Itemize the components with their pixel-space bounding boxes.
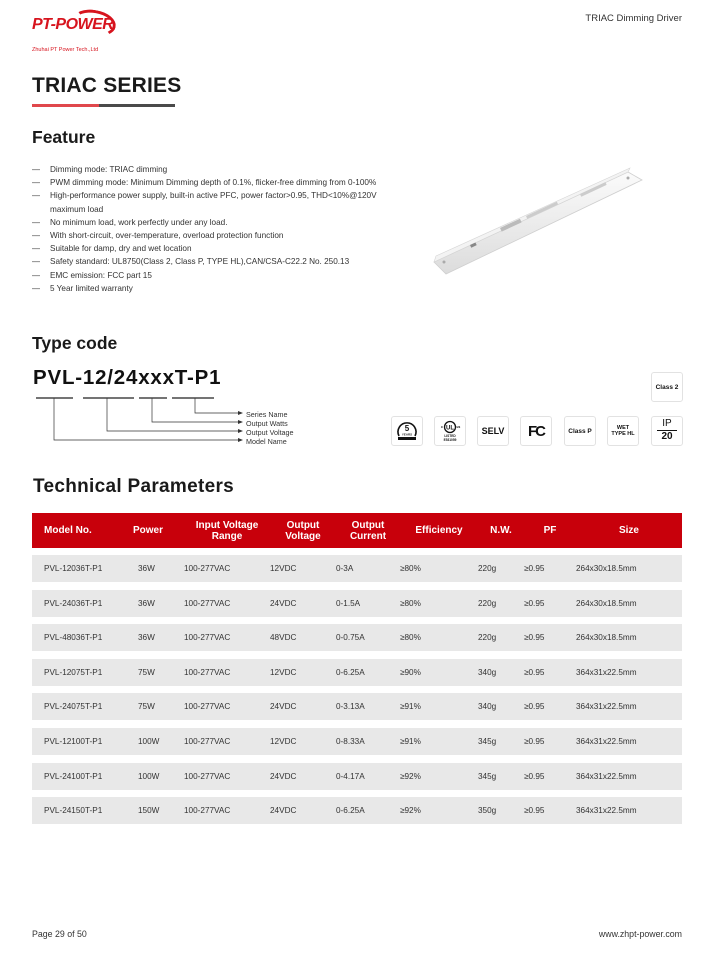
cell-model: PVL-24150T-P1 bbox=[44, 806, 103, 816]
cell-pf: ≥0.95 bbox=[524, 806, 545, 816]
cell-pf: ≥0.95 bbox=[524, 598, 545, 608]
cell-output-voltage: 24VDC bbox=[270, 702, 297, 712]
type-code-label-voltage: Output Voltage bbox=[246, 428, 294, 437]
svg-text:us: us bbox=[456, 425, 461, 429]
technical-parameters-table bbox=[32, 513, 682, 824]
column-header: Efficiency bbox=[415, 525, 463, 536]
cell-input-voltage: 100-277VAC bbox=[184, 667, 231, 677]
cell-power: 36W bbox=[138, 564, 155, 573]
feature-heading: Feature bbox=[32, 127, 96, 147]
cell-efficiency: ≥91% bbox=[400, 702, 421, 712]
column-header: Power bbox=[132, 525, 163, 536]
cell-output-current: 0-3.13A bbox=[336, 702, 365, 712]
cell-efficiency: ≥80% bbox=[400, 633, 421, 643]
cell-model: PVL-12036T-P1 bbox=[44, 564, 103, 573]
svg-text:E531059: E531059 bbox=[443, 438, 457, 442]
table-row bbox=[32, 659, 682, 686]
cell-input-voltage: 100-277VAC bbox=[184, 598, 231, 608]
feature-item: — Safety standard: UL8750(Class 2, Class P, TYPE HL),CAN/CSA-C22.2 No. 250.13 bbox=[32, 255, 392, 268]
cell-model: PVL-24075T-P1 bbox=[44, 702, 103, 712]
cell-output-voltage: 12VDC bbox=[270, 736, 297, 746]
cell-input-voltage: 100-277VAC bbox=[184, 633, 231, 643]
selv-icon: SELV bbox=[477, 416, 509, 446]
cell-size: 264x30x18.5mm bbox=[576, 598, 637, 608]
cell-model: PVL-48036T-P1 bbox=[44, 633, 103, 643]
feature-item: — With short-circuit, over-temperature, overload protection function bbox=[32, 229, 392, 242]
cell-output-voltage: 48VDC bbox=[270, 633, 297, 643]
type-code-label-series: Series Name bbox=[246, 410, 288, 419]
cell-model: PVL-12100T-P1 bbox=[44, 736, 103, 746]
technical-parameters-heading: Technical Parameters bbox=[33, 476, 235, 497]
feature-item: — High-performance power supply, built-in active PFC, power factor>0.95, THD<10%@120V maximum load bbox=[32, 189, 392, 215]
cell-output-voltage: 24VDC bbox=[270, 598, 297, 608]
cell-size: 364x31x22.5mm bbox=[576, 667, 637, 677]
table-row bbox=[32, 590, 682, 617]
cell-pf: ≥0.95 bbox=[524, 771, 545, 781]
cell-weight: 220g bbox=[478, 564, 497, 573]
cell-pf: ≥0.95 bbox=[524, 667, 545, 677]
type-code: PVL-12/24xxxT-P1 bbox=[33, 366, 222, 389]
cell-size: 364x31x22.5mm bbox=[576, 806, 637, 816]
feature-item: — PWM dimming mode: Minimum Dimming depth of 0.1%, flicker-free dimming from 0-100% bbox=[32, 176, 392, 189]
cell-efficiency: ≥92% bbox=[400, 771, 421, 781]
column-header: PF bbox=[543, 525, 557, 536]
fcc-icon: FC bbox=[520, 416, 552, 446]
table-row bbox=[32, 624, 682, 651]
cell-weight: 220g bbox=[478, 633, 497, 643]
cell-efficiency: ≥80% bbox=[400, 564, 421, 573]
warranty-5-years-icon bbox=[391, 416, 423, 446]
table-row bbox=[32, 763, 682, 790]
feature-item: — 5 Year limited warranty bbox=[32, 282, 392, 295]
cell-power: 36W bbox=[138, 598, 155, 608]
cell-power: 75W bbox=[138, 702, 155, 712]
cell-efficiency: ≥91% bbox=[400, 736, 421, 746]
cell-weight: 345g bbox=[478, 771, 497, 781]
cell-pf: ≥0.95 bbox=[524, 736, 545, 746]
cell-pf: ≥0.95 bbox=[524, 633, 545, 643]
cell-size: 264x30x18.5mm bbox=[576, 564, 637, 573]
website-link[interactable]: www.zhpt-power.com bbox=[598, 929, 682, 939]
title-underline bbox=[32, 104, 175, 107]
feature-item: — No minimum load, work perfectly under any load. bbox=[32, 216, 392, 229]
cell-efficiency: ≥80% bbox=[400, 598, 421, 608]
cell-input-voltage: 100-277VAC bbox=[184, 564, 231, 573]
class-p-icon: Class P bbox=[564, 416, 596, 446]
document-title: TRIAC Dimming Driver bbox=[585, 13, 682, 24]
company-logo bbox=[32, 14, 120, 44]
cell-weight: 340g bbox=[478, 667, 497, 677]
cell-size: 364x31x22.5mm bbox=[576, 736, 637, 746]
type-code-label-model: Model Name bbox=[246, 437, 287, 446]
column-header: Input Voltage Range bbox=[195, 519, 259, 542]
cell-output-current: 0-0.75A bbox=[336, 633, 365, 643]
cell-output-voltage: 24VDC bbox=[270, 806, 297, 816]
table-row bbox=[32, 797, 682, 824]
product-image bbox=[430, 150, 660, 280]
table-row bbox=[32, 728, 682, 755]
cell-weight: 350g bbox=[478, 806, 497, 816]
cell-size: 264x30x18.5mm bbox=[576, 633, 637, 643]
type-code-heading: Type code bbox=[32, 333, 118, 353]
cell-size: 364x31x22.5mm bbox=[576, 702, 637, 712]
cell-output-current: 0-3A bbox=[336, 564, 354, 573]
cell-output-current: 0-6.25A bbox=[336, 806, 365, 816]
table-header bbox=[32, 513, 682, 548]
svg-text:YEARS: YEARS bbox=[401, 432, 413, 437]
svg-text:c: c bbox=[441, 425, 443, 429]
cell-input-voltage: 100-277VAC bbox=[184, 771, 231, 781]
type-code-label-watts: Output Watts bbox=[246, 419, 288, 428]
cell-weight: 340g bbox=[478, 702, 497, 712]
feature-item: — Dimming mode: TRIAC dimming bbox=[32, 163, 392, 176]
cell-output-current: 0-1.5A bbox=[336, 598, 361, 608]
ip20-icon: IP 20 bbox=[651, 416, 683, 446]
cell-power: 150W bbox=[138, 806, 160, 816]
logo-wordmark: PT-POWER bbox=[32, 16, 114, 33]
cell-pf: ≥0.95 bbox=[524, 564, 545, 573]
feature-item: — Suitable for damp, dry and wet location bbox=[32, 242, 392, 255]
cell-efficiency: ≥90% bbox=[400, 667, 421, 677]
cell-output-current: 0-4.17A bbox=[336, 771, 365, 781]
cell-pf: ≥0.95 bbox=[524, 702, 545, 712]
cell-input-voltage: 100-277VAC bbox=[184, 736, 231, 746]
svg-text:LISTED: LISTED bbox=[444, 434, 456, 438]
wet-type-hl-icon: WET TYPE HL bbox=[607, 416, 639, 446]
series-title: TRIAC SERIES bbox=[32, 74, 182, 97]
cell-input-voltage: 100-277VAC bbox=[184, 806, 231, 816]
type-code-diagram bbox=[30, 394, 246, 450]
svg-text:UL: UL bbox=[446, 425, 454, 432]
led-driver-image bbox=[430, 150, 660, 280]
cell-efficiency: ≥92% bbox=[400, 806, 421, 816]
logo-swoosh-icon bbox=[70, 6, 118, 39]
cell-output-voltage: 12VDC bbox=[270, 564, 297, 573]
cell-size: 364x31x22.5mm bbox=[576, 771, 637, 781]
cell-output-current: 0-6.25A bbox=[336, 667, 365, 677]
cell-power: 75W bbox=[138, 667, 155, 677]
feature-list bbox=[32, 163, 392, 295]
column-header: N.W. bbox=[490, 525, 512, 536]
cell-power: 36W bbox=[138, 633, 155, 643]
cell-output-voltage: 24VDC bbox=[270, 771, 297, 781]
table-row bbox=[32, 693, 682, 720]
cell-input-voltage: 100-277VAC bbox=[184, 702, 231, 712]
class-2-icon: Class 2 bbox=[651, 372, 683, 402]
svg-text:5: 5 bbox=[404, 424, 410, 433]
page-number: Page 29 of 50 bbox=[32, 929, 87, 939]
ul-listed-icon bbox=[434, 416, 466, 446]
cell-output-voltage: 12VDC bbox=[270, 667, 297, 677]
cell-model: PVL-24100T-P1 bbox=[44, 771, 103, 781]
table-row bbox=[32, 555, 682, 582]
cell-model: PVL-24036T-P1 bbox=[44, 598, 103, 608]
column-header: Size bbox=[618, 525, 639, 536]
cell-model: PVL-12075T-P1 bbox=[44, 667, 103, 677]
feature-item: — EMC emission: FCC part 15 bbox=[32, 269, 392, 282]
column-header: Model No. bbox=[44, 525, 92, 536]
cell-power: 100W bbox=[138, 736, 160, 746]
cell-power: 100W bbox=[138, 771, 160, 781]
cell-weight: 220g bbox=[478, 598, 497, 608]
company-name: Zhuhai PT Power Tech.,Ltd bbox=[32, 47, 99, 53]
column-header: Output Voltage bbox=[285, 519, 321, 542]
cell-weight: 345g bbox=[478, 736, 497, 746]
cell-output-current: 0-8.33A bbox=[336, 736, 365, 746]
column-header: Output Current bbox=[349, 519, 387, 542]
